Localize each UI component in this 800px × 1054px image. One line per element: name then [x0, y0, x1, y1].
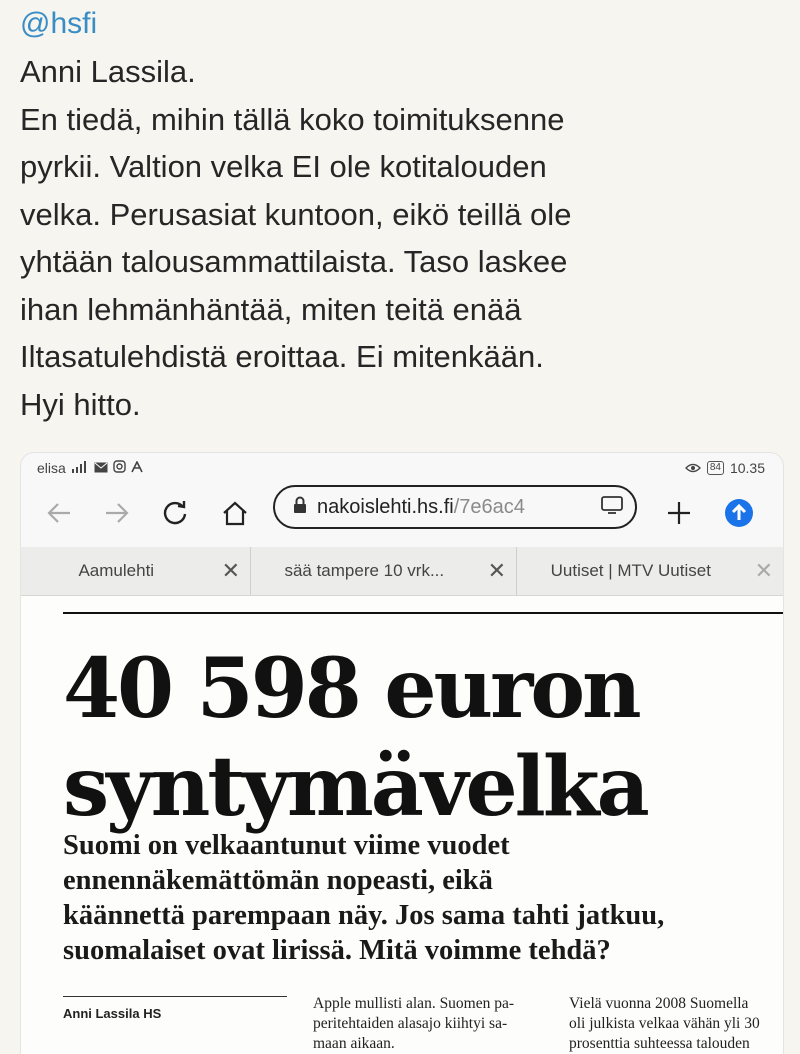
close-icon[interactable]: ✕	[754, 558, 773, 583]
article-column-2: Vielä vuonna 2008 Suomella oli julkista velkaa vähän yli 30 prosenttia suhteessa talouden	[569, 995, 760, 1052]
new-tab-plus-icon[interactable]	[661, 495, 697, 531]
close-icon[interactable]: ✕	[221, 558, 240, 583]
address-bar[interactable]	[273, 485, 637, 529]
byline-rule	[63, 996, 287, 997]
article-byline: Anni Lassila HS	[63, 1006, 162, 1021]
lock-icon	[293, 496, 307, 519]
tweet	[20, 4, 790, 428]
tab-saa-tampere[interactable]	[251, 547, 517, 595]
article-lede: Suomi on velkaantunut viime vuodet ennennäkemättömän nopeasti, eikä käännettä parempaan näy. Jos sama tahti jatkuu, suomalaiset ovat lirissä. Mitä voimme tehdä?	[63, 830, 665, 966]
forward-arrow-icon[interactable]	[99, 495, 135, 531]
newspaper-page	[21, 596, 783, 1054]
instagram-icon	[113, 460, 126, 476]
signal-icon	[71, 460, 89, 476]
tweet-text: Anni Lassila. En tiedä, mihin tällä koko toimituksenne pyrkii. Valtion velka EI ole kotitalouden velka. Perusasiat kuntoon, eikö teillä ole yhtään talousammattilaista. Taso laskee ihan lehmänhäntää, miten teitä enää Iltasatulehdistä eroittaa. Ei mitenkään. Hyi hitto.	[20, 54, 572, 422]
mail-icon	[94, 460, 108, 476]
home-icon[interactable]	[217, 495, 253, 531]
tab-strip	[21, 547, 783, 596]
phone-screenshot	[20, 452, 784, 1054]
close-icon[interactable]: ✕	[487, 558, 506, 583]
clock: 10.35	[729, 460, 765, 476]
reload-icon[interactable]	[157, 495, 193, 531]
carrier-name: elisa	[37, 460, 66, 476]
tab-aamulehti[interactable]	[21, 547, 251, 595]
top-rule	[63, 612, 783, 614]
reader-mode-icon[interactable]	[601, 496, 623, 519]
eye-comfort-icon	[685, 460, 701, 476]
article-column-1: Apple mullisti alan. Suomen pa- peritehtaiden alasajo kiihtyi sa- maan aikaan.	[313, 995, 515, 1052]
tab-label: Aamulehti	[78, 561, 155, 580]
update-arrow-icon[interactable]	[721, 495, 757, 531]
back-arrow-icon[interactable]	[41, 495, 77, 531]
article-headline: 40 598 euron syntymävelka	[63, 641, 647, 835]
tab-label: sää tampere 10 vrk...	[284, 561, 445, 580]
mention-link[interactable]: @hsfi	[20, 7, 98, 40]
tab-label: Uutiset | MTV Uutiset	[550, 561, 711, 580]
tab-mtv-uutiset[interactable]	[517, 547, 783, 595]
status-bar	[21, 453, 783, 483]
url-host: nakoislehti.hs.fi	[317, 495, 454, 518]
app-notification-icon	[131, 460, 143, 476]
battery-icon: 84	[707, 461, 724, 475]
url-path: /7e6ac4	[453, 495, 525, 518]
